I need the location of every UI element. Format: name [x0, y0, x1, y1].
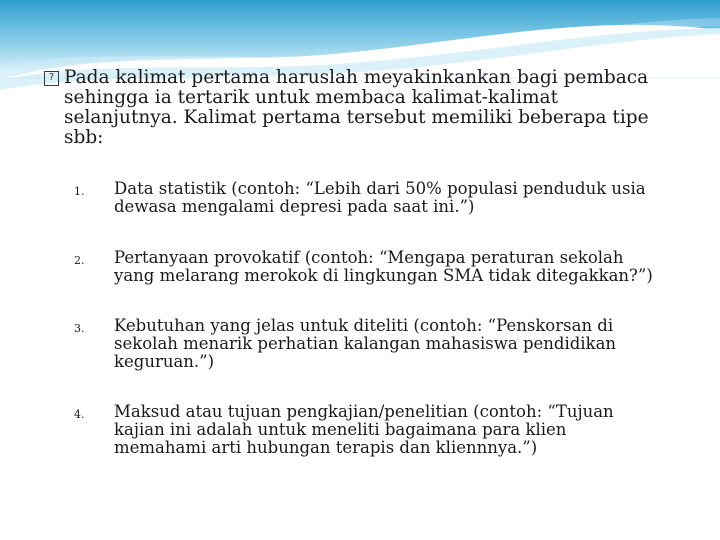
item-number: 4.: [74, 408, 85, 421]
intro-paragraph: [44, 68, 694, 148]
box-bullet-icon: ?: [44, 71, 59, 86]
intro-line: sbb:: [64, 127, 104, 148]
intro-line: Pada kalimat pertama haruslah meyakinkankan bagi pembaca: [64, 67, 649, 88]
slide-content: [44, 68, 694, 148]
item-number: 1.: [74, 185, 85, 198]
item-line: Pertanyaan provokatif (contoh: “Mengapa peraturan sekolah: [114, 248, 624, 267]
item-text: [114, 317, 674, 371]
item-text: [114, 180, 674, 216]
item-text: [114, 403, 674, 457]
item-line: Kebutuhan yang jelas untuk diteliti (contoh: “Penskorsan di: [114, 316, 614, 335]
item-number: 3.: [74, 322, 85, 335]
item-line: sekolah menarik perhatian kalangan mahasiswa pendidikan: [114, 334, 617, 353]
intro-line: sehingga ia tertarik untuk membaca kalimat-kalimat: [64, 87, 559, 108]
item-number: 2.: [74, 254, 85, 267]
intro-line: selanjutnya. Kalimat pertama tersebut memiliki beberapa tipe: [64, 107, 649, 128]
item-line: keguruan.”): [114, 352, 215, 371]
item-line: memahami arti hubungan terapis dan kliennnya.”): [114, 438, 538, 457]
item-text: [114, 249, 674, 285]
item-line: Data statistik (contoh: “Lebih dari 50% populasi penduduk usia: [114, 179, 646, 198]
item-line: Maksud atau tujuan pengkajian/penelitian (contoh: “Tujuan: [114, 402, 614, 421]
item-line: yang melarang merokok di lingkungan SMA tidak ditegakkan?”): [114, 266, 653, 285]
item-line: dewasa mengalami depresi pada saat ini.”): [114, 197, 475, 216]
item-line: kajian ini adalah untuk meneliti bagaimana para klien: [114, 420, 567, 439]
